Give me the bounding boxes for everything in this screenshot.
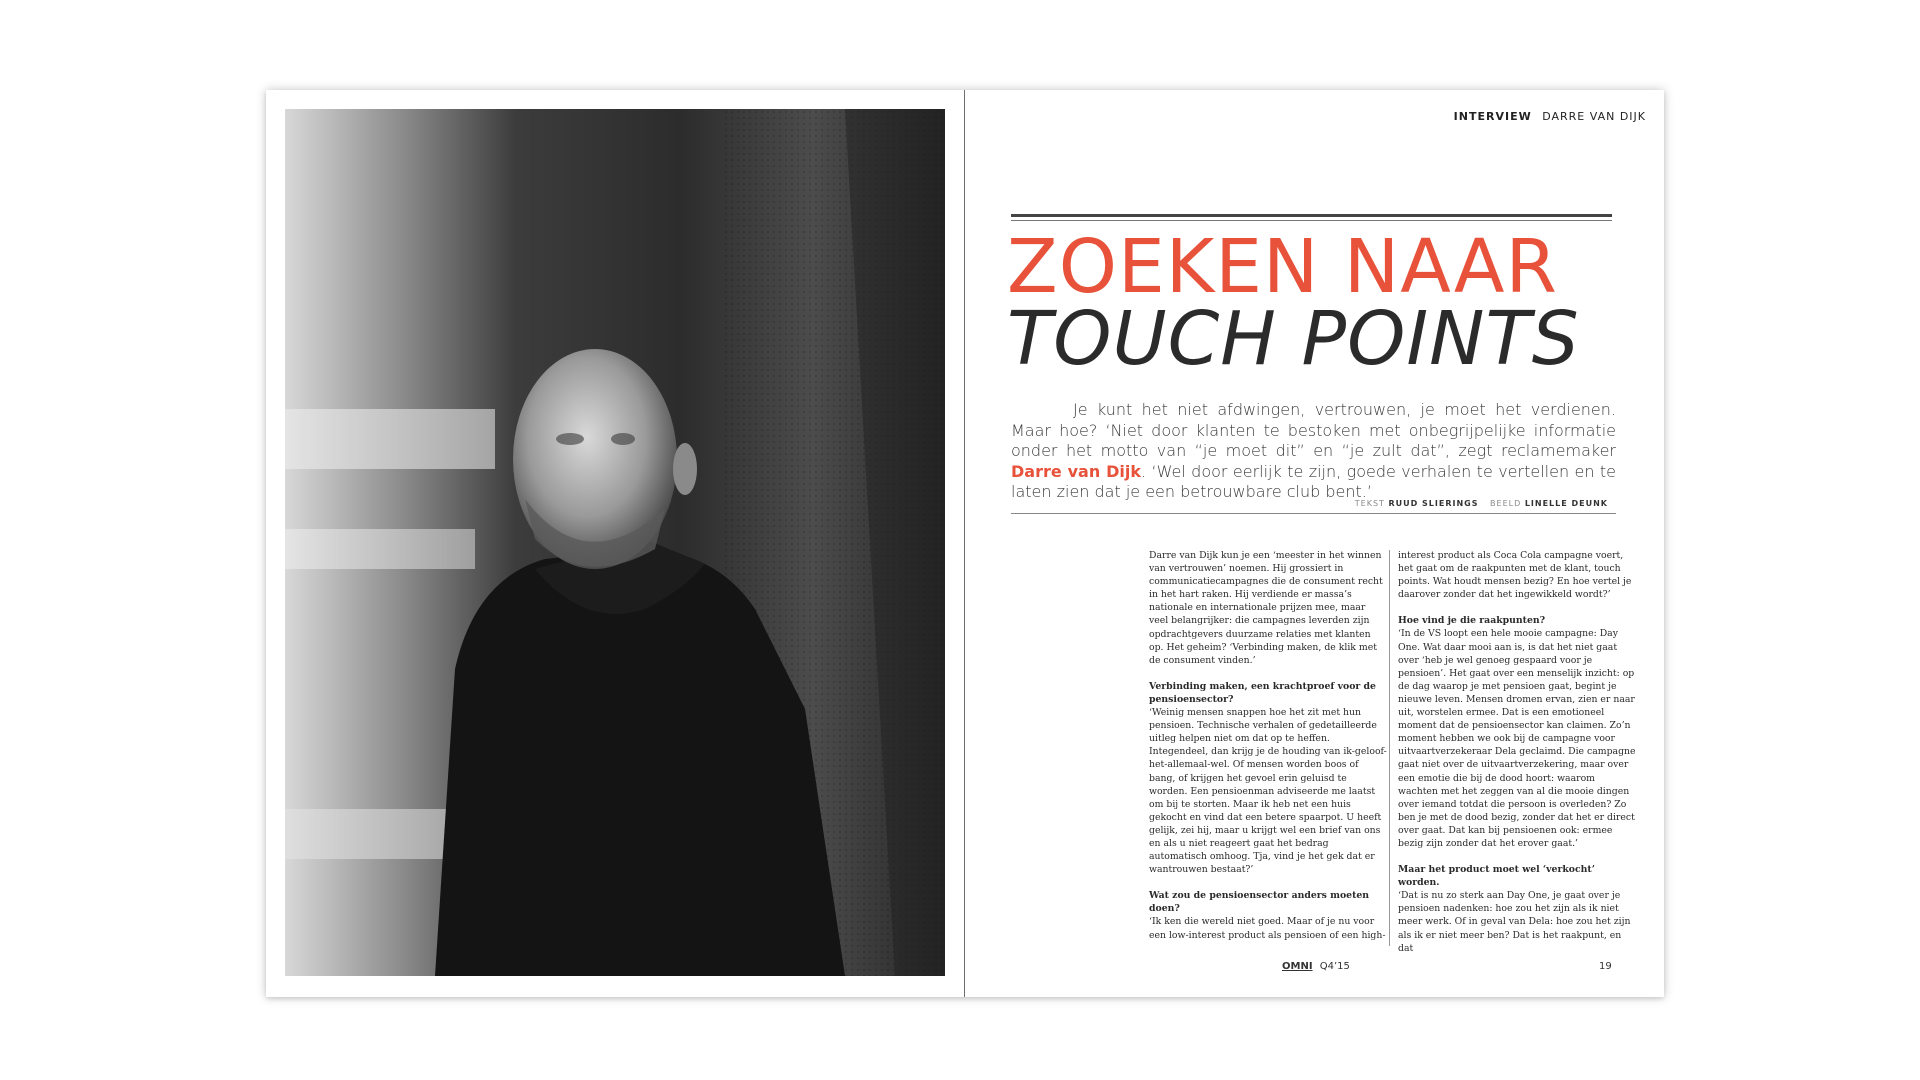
intro-text-2: . ‘Wel door eerlijk te zijn, goede verhalen te vertellen en te laten zien dat je een betrouwbare club bent.’ [1011, 461, 1617, 501]
question: Verbinding maken, een krachtproef voor de pensioensector? [1149, 680, 1376, 705]
question: Wat zou de pensioensector anders moeten doen? [1149, 890, 1370, 915]
title-line-1: ZOEKEN NAAR [1007, 224, 1558, 310]
title-rule-thick [1011, 214, 1612, 217]
paragraph: Hoe vind je die raakpunten? ‘In de VS loopt een hele mooie campagne: Day One. Wat daar mooi aan is, is dat het niet gaat over ‘heb je wel genoeg gespaard voor je pensioen’. Het gaat over een menselijk inzicht: op de dag waarop je met pensioen gaat, begint je nieuwe leven. Mensen dromen ervan, zien er naar uit, worstelen ermee. Dat is een emotioneel moment dat de pensioensector kan claimen. Zo’n moment hebben we ook bij de campagne voor uitvaartverzekeraar Dela geclaimd. Die campagne gaat niet over de uitvaartverzekering, maar over een emotie die bij de dood hoort: waarom wachten met het zeggen van al die mooie dingen over iemand totdat die persoon is overleden? Zo ben je met de dood bezig, zonder dat het er direct over gaat. Dat kan bij pensioenen ook: ermee bezig zijn zonder dat het erover gaat.’ [1398, 615, 1636, 849]
paragraph: Wat zou de pensioensector anders moeten doen? ‘Ik ken die wereld niet goed. Maar of je nu voor een low-interest product als pensioen of een high- [1149, 890, 1386, 941]
paragraph: Maar het product moet wel ‘verkocht’ worden. ‘Dat is nu zo sterk aan Day One, je gaat over je pensioen nadenken: hoe zou het zijn als ik niet meer werk. Of in geval van Dela: hoe zou het zijn als ik er niet meer ben? Dat is het raakpunt, en dat [1398, 863, 1636, 955]
portrait-illustration [285, 109, 945, 976]
credit-image-label: BEELD [1490, 499, 1522, 508]
running-head [1454, 110, 1646, 123]
paragraph: Verbinding maken, een krachtproef voor de pensioensector? ‘Weinig mensen snappen hoe het zit met hun pensioen. Technische verhalen of gedetailleerde uitleg helpen niet om dat op te heffen. Integendeel, dan krijg je de houding van ik-geloof-het-allemaal-wel. Of mensen worden boos of bang, of krijgen het gevoel erin geluisd te worden. Een pensioenman adviseerde me laatst om bij te storten. Maar ik heb net een huis gekocht en vind dat een betere spaarpot. U heeft gelijk, zei hij, maar u krijgt wel een brief van ons en als u niet reageert gaat het bedrag automatisch omhoog. Tja, vind je het gek dat er wantrouwen bestaat?’ [1149, 680, 1387, 876]
body-column-1 [1149, 549, 1387, 955]
question: Hoe vind je die raakpunten? [1398, 615, 1546, 627]
credit-text-name: RUUD SLIERINGS [1388, 499, 1479, 508]
left-page [266, 90, 964, 997]
credit-image-name: LINELLE DEUNK [1524, 499, 1608, 508]
running-head-section: INTERVIEW [1453, 110, 1532, 123]
title-line-2: TOUCH POINTS [1007, 296, 1580, 382]
credit-text-label: TEKST [1354, 499, 1385, 508]
body-column-2 [1398, 549, 1636, 968]
magazine-name: OMNI [1282, 961, 1313, 972]
credits [1355, 499, 1616, 508]
paragraph: Darre van Dijk kun je een ‘meester in het winnen van vertrouwen’ noemen. Hij grossiert in communicatiecampagnes die de consument recht in het hart raken. Hij verdiende er massa’s nationale en internationale prijzen mee, maar veel belangrijker: die campagnes leverden zijn opdrachtgevers duurzame relaties met klanten op. Het geheim? ‘Verbinding maken, de klik met de consument vinden.’ [1149, 550, 1383, 666]
intro-text-1: Je kunt het niet afdwingen, vertrouwen, je moet het verdienen. Maar hoe? ‘Niet door klanten te bestoken met onbegrijpelijke informatie onder het motto van “je moet dit” en “je zult dat”, zegt reclamemaker [1011, 400, 1616, 460]
footer-magazine [1282, 961, 1350, 972]
article-title [1007, 224, 1580, 382]
question: Maar het product moet wel ‘verkocht’ worden. [1398, 864, 1595, 889]
credit-rule [1011, 513, 1616, 514]
title-rule-thin [1011, 220, 1612, 221]
portrait-photo [285, 109, 945, 976]
right-page [965, 90, 1664, 997]
column-divider [1389, 550, 1390, 946]
magazine-spread [266, 90, 1664, 997]
intro-highlight-name: Darre van Dijk [1011, 461, 1142, 481]
intro-paragraph [1011, 400, 1616, 503]
issue-label: Q4’15 [1319, 961, 1350, 972]
page-number: 19 [1599, 961, 1612, 972]
running-head-name: DARRE VAN DIJK [1542, 110, 1646, 123]
paragraph: interest product als Coca Cola campagne voert, het gaat om de raakpunten met de klant, touch points. Wat houdt mensen bezig? En hoe vertel je daarover zonder dat het ingewikkeld wordt?’ [1398, 550, 1632, 601]
